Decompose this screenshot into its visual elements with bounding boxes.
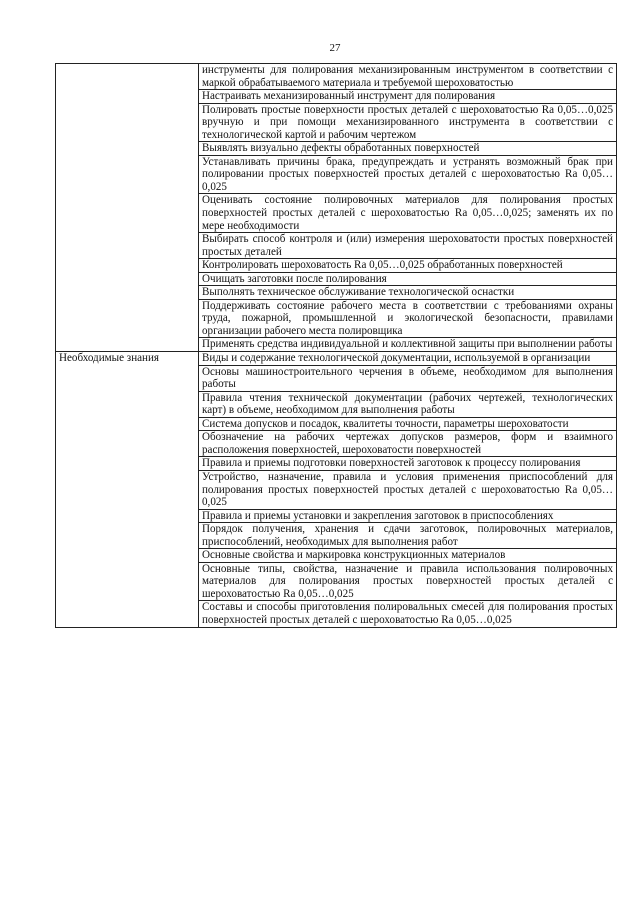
knowledge-item: Составы и способы приготовления полировальных смесей для полирования простых поверхностей простых деталей с шероховатостью Ra 0,05…0,025: [199, 601, 617, 627]
table-row: [56, 64, 617, 90]
knowledge-item: Устройство, назначение, правила и условия применения приспособлений для полирования простых поверхностей простых деталей с шероховатостью Ra 0,05…0,025: [199, 470, 617, 509]
skill-item: Устанавливать причины брака, предупреждать и устранять возможный брак при полировании простых поверхностей простых деталей с шероховатостью Ra 0,05…0,025: [199, 155, 617, 194]
knowledge-item: Основные типы, свойства, назначение и правила использования полировочных материалов для полирования простых поверхностей простых деталей с шероховатостью Ra 0,05…0,025: [199, 562, 617, 601]
knowledge-item: Правила и приемы подготовки поверхностей заготовок к процессу полирования: [199, 457, 617, 471]
knowledge-item: Обозначение на рабочих чертежах допусков размеров, форм и взаимного расположения поверхностей, шероховатости поверхностей: [199, 431, 617, 457]
skill-item: Поддерживать состояние рабочего места в соответствии с требованиями охраны труда, пожарной, промышленной и экологической безопасности, правилами организации рабочего места полировщика: [199, 299, 617, 338]
skill-item: Контролировать шероховатость Ra 0,05…0,025 обработанных поверхностей: [199, 259, 617, 273]
skill-item: Оценивать состояние полировочных материалов для полирования простых поверхностей простых деталей с шероховатостью Ra 0,05…0,025; заменять их по мере необходимости: [199, 194, 617, 233]
skill-item: Выбирать способ контроля и (или) измерения шероховатости простых поверхностей простых деталей: [199, 233, 617, 259]
knowledge-item: Правила и приемы установки и закрепления заготовок в приспособлениях: [199, 509, 617, 523]
requirements-table: [55, 63, 617, 628]
skill-item: Выявлять визуально дефекты обработанных поверхностей: [199, 142, 617, 156]
knowledge-item: Правила чтения технической документации (рабочих чертежей, технологических карт) в объеме, необходимом для выполнения работы: [199, 391, 617, 417]
knowledge-item: Основы машиностроительного черчения в объеме, необходимом для выполнения работы: [199, 365, 617, 391]
skill-item: Полировать простые поверхности простых деталей с шероховатостью Ra 0,05…0,025 вручную и при помощи механизированного инструмента в соответствии с технологической картой и рабочим чертежом: [199, 103, 617, 142]
knowledge-item: Основные свойства и маркировка конструкционных материалов: [199, 549, 617, 563]
skill-item: Применять средства индивидуальной и коллективной защиты при выполнении работы: [199, 338, 617, 352]
skills-label-cell: [56, 64, 199, 352]
skill-item: Выполнять техническое обслуживание технологической оснастки: [199, 286, 617, 300]
table-row: [56, 352, 617, 366]
skill-item: Настраивать механизированный инструмент для полирования: [199, 90, 617, 104]
knowledge-item: Система допусков и посадок, квалитеты точности, параметры шероховатости: [199, 417, 617, 431]
skill-item: Очищать заготовки после полирования: [199, 272, 617, 286]
page-number: 27: [329, 42, 341, 54]
skill-item: инструменты для полирования механизированным инструментом в соответствии с маркой обрабатываемого материала и требуемой шероховатостью: [199, 64, 617, 90]
knowledge-item: Виды и содержание технологической документации, используемой в организации: [199, 352, 617, 366]
knowledge-label: Необходимые знания: [56, 352, 199, 627]
knowledge-item: Порядок получения, хранения и сдачи заготовок, полировочных материалов, приспособлений, необходимых для выполнения работ: [199, 523, 617, 549]
